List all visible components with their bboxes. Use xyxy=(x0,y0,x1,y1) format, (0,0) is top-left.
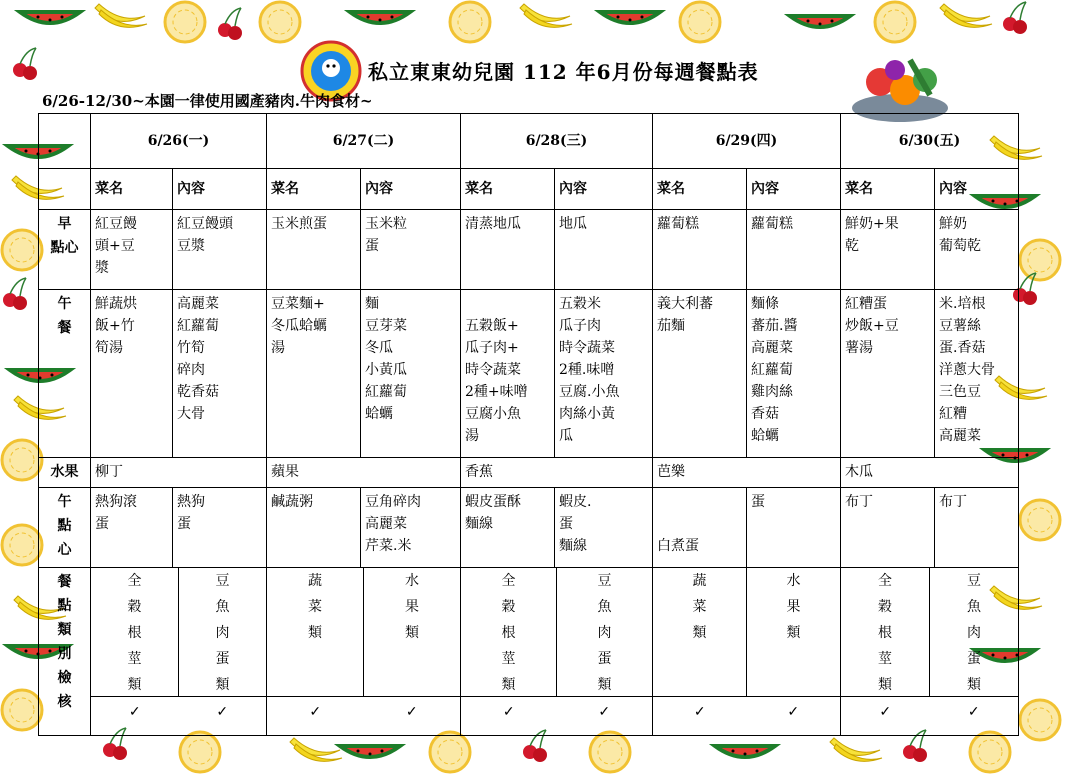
check-mark: ✓ xyxy=(216,704,229,720)
category-group xyxy=(841,568,1019,697)
subheader-row xyxy=(39,169,1019,210)
breakfast-label: 早 點心 xyxy=(39,210,91,290)
lunch-content: 高麗菜 紅蘿蔔 竹筍 碎肉 乾香菇 大骨 xyxy=(173,290,267,458)
category-group xyxy=(653,568,841,697)
category-vegetable: 蔬 菜 類 xyxy=(267,568,364,696)
breakfast-dish: 鮮奶+果 乾 xyxy=(841,210,935,290)
dish-name-header: 菜名 xyxy=(841,169,935,210)
day-header: 6/27(二) xyxy=(267,114,461,169)
page-title: 私立東東幼兒園 112 年6月份每週餐點表 xyxy=(368,60,759,84)
corner-cell xyxy=(39,169,91,210)
afternoon-content: 豆角碎肉 高麗菜 芹菜.米 xyxy=(361,488,461,568)
check-group xyxy=(653,697,841,736)
afternoon-content: 布丁 xyxy=(935,488,1019,568)
category-group xyxy=(267,568,461,697)
breakfast-content: 地瓜 xyxy=(555,210,653,290)
afternoon-dish: 蝦皮蛋酥 麵線 xyxy=(461,488,555,568)
check-group xyxy=(461,697,653,736)
check-mark: ✓ xyxy=(967,704,980,720)
fruit-item: 香蕉 xyxy=(461,458,653,488)
afternoon-dish: 白煮蛋 xyxy=(653,488,747,568)
category-group xyxy=(91,568,267,697)
breakfast-content: 紅豆饅頭 豆漿 xyxy=(173,210,267,290)
category-grain: 全 穀 根 莖 類 xyxy=(91,568,179,696)
afternoon-dish: 鹹蔬粥 xyxy=(267,488,361,568)
afternoon-content: 熱狗 蛋 xyxy=(173,488,267,568)
breakfast-dish: 清蒸地瓜 xyxy=(461,210,555,290)
lunch-content: 米.培根 豆薯絲 蛋.香菇 洋蔥大骨 三色豆 紅糟 高麗菜 xyxy=(935,290,1019,458)
lunch-dish: 鮮蔬烘 飯+竹 筍湯 xyxy=(91,290,173,458)
breakfast-dish: 玉米煎蛋 xyxy=(267,210,361,290)
content-header: 內容 xyxy=(555,169,653,210)
day-header: 6/30(五) xyxy=(841,114,1019,169)
fruit-row xyxy=(39,458,1019,488)
check-mark: ✓ xyxy=(405,704,418,720)
day-header: 6/28(三) xyxy=(461,114,653,169)
category-protein: 豆 魚 肉 蛋 類 xyxy=(597,573,612,693)
fruit-item: 柳丁 xyxy=(91,458,267,488)
checkmark-row xyxy=(39,697,1019,736)
category-fruit: 水 果 類 xyxy=(786,573,801,641)
lunch-row xyxy=(39,290,1019,458)
check-mark: ✓ xyxy=(787,704,800,720)
category-grain: 全 穀 根 莖 類 xyxy=(841,568,930,696)
fruit-item: 蘋果 xyxy=(267,458,461,488)
breakfast-row xyxy=(39,210,1019,290)
breakfast-content: 玉米粒 蛋 xyxy=(361,210,461,290)
fruit-label: 水果 xyxy=(39,458,91,488)
content-header: 內容 xyxy=(361,169,461,210)
afternoon-dish: 熱狗滾 蛋 xyxy=(91,488,173,568)
dish-name-header: 菜名 xyxy=(653,169,747,210)
content-header: 內容 xyxy=(935,169,1019,210)
check-mark: ✓ xyxy=(598,704,611,720)
lunch-label: 午 餐 xyxy=(39,290,91,458)
dish-name-header: 菜名 xyxy=(267,169,361,210)
category-fruit: 水 果 類 xyxy=(405,573,419,641)
breakfast-dish: 紅豆饅 頭+豆 漿 xyxy=(91,210,173,290)
content-header: 內容 xyxy=(747,169,841,210)
weekly-menu-table xyxy=(38,113,1019,736)
lunch-dish: 紅糟蛋 炒飯+豆 薯湯 xyxy=(841,290,935,458)
check-group xyxy=(91,697,267,736)
fruit-item: 芭樂 xyxy=(653,458,841,488)
lunch-content: 麵條 蕃茄.醬 高麗菜 紅蘿蔔 雞肉絲 香菇 蛤蠣 xyxy=(747,290,841,458)
day-header-row xyxy=(39,114,1019,169)
lunch-content: 麵 豆芽菜 冬瓜 小黃瓜 紅蘿蔔 蛤蠣 xyxy=(361,290,461,458)
category-grain: 全 穀 根 莖 類 xyxy=(461,568,557,696)
category-protein: 豆 魚 肉 蛋 類 xyxy=(967,573,981,693)
check-mark: ✓ xyxy=(502,704,515,720)
lunch-dish: 豆菜麵+ 冬瓜蛤蠣 湯 xyxy=(267,290,361,458)
check-mark: ✓ xyxy=(128,704,141,720)
lunch-dish: 五穀飯+ 瓜子肉+ 時令蔬菜 2種+味噌 豆腐小魚 湯 xyxy=(461,290,555,458)
dish-name-header: 菜名 xyxy=(461,169,555,210)
afternoon-row xyxy=(39,488,1019,568)
breakfast-dish: 蘿蔔糕 xyxy=(653,210,747,290)
afternoon-label: 午 點 心 xyxy=(39,488,91,568)
afternoon-content: 蛋 xyxy=(747,488,841,568)
category-protein: 豆 魚 肉 蛋 類 xyxy=(215,573,230,693)
day-header: 6/29(四) xyxy=(653,114,841,169)
check-group xyxy=(841,697,1019,736)
afternoon-content: 蝦皮. 蛋 麵線 xyxy=(555,488,653,568)
check-label: 餐 點 類 別 檢 核 xyxy=(39,568,91,736)
category-group xyxy=(461,568,653,697)
content-header: 內容 xyxy=(173,169,267,210)
check-mark: ✓ xyxy=(693,704,706,720)
category-vegetable: 蔬 菜 類 xyxy=(653,568,747,696)
lunch-dish: 義大利蕃 茄麵 xyxy=(653,290,747,458)
corner-cell xyxy=(39,114,91,169)
check-mark: ✓ xyxy=(309,704,322,720)
page-subtitle: 6/26-12/30~本園一律使用國產豬肉.牛肉食材~ xyxy=(42,92,373,110)
category-row xyxy=(39,568,1019,697)
breakfast-content: 蘿蔔糕 xyxy=(747,210,841,290)
dish-name-header: 菜名 xyxy=(91,169,173,210)
day-header: 6/26(一) xyxy=(91,114,267,169)
fruit-item: 木瓜 xyxy=(841,458,1019,488)
check-mark: ✓ xyxy=(879,704,892,720)
breakfast-content: 鮮奶 葡萄乾 xyxy=(935,210,1019,290)
check-group xyxy=(267,697,461,736)
lunch-content: 五穀米 瓜子肉 時令蔬菜 2種.味噌 豆腐.小魚 肉絲小黃 瓜 xyxy=(555,290,653,458)
afternoon-dish: 布丁 xyxy=(841,488,935,568)
